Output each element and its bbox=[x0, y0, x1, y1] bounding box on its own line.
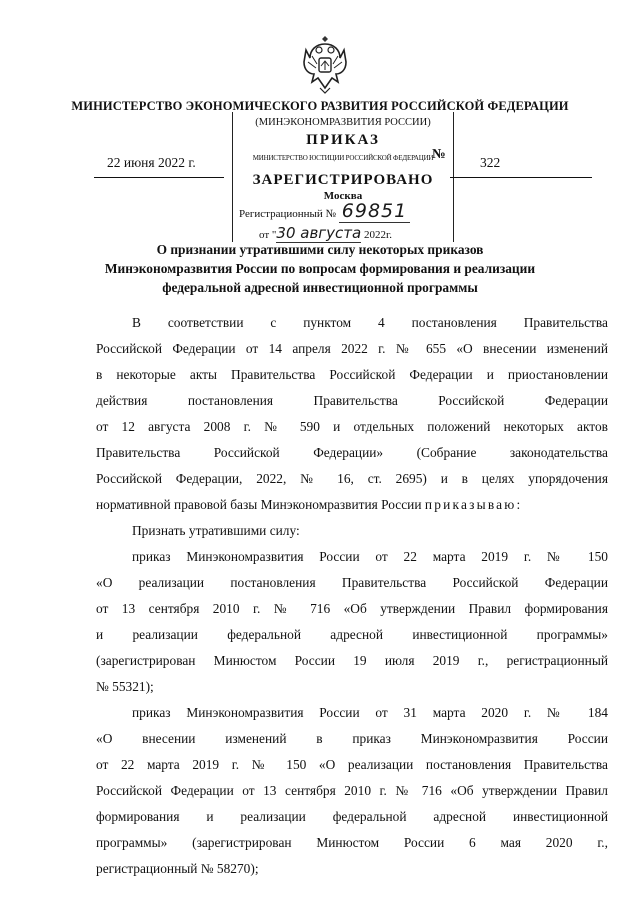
ministry-name: МИНИСТЕРСТВО ЭКОНОМИЧЕСКОГО РАЗВИТИЯ РОССИЙСКОЙ ФЕДЕРАЦИИ bbox=[71, 99, 569, 113]
body-line: Российской Федерации, 2022, № 16, ст. 2695) и в целях упорядочения bbox=[96, 471, 608, 486]
stamp-date-prefix: от " bbox=[259, 229, 277, 241]
title-line: О признании утратившими силу некоторых приказов bbox=[156, 242, 484, 257]
order-date: 22 июня 2022 г. bbox=[107, 155, 196, 170]
number-underline bbox=[450, 177, 592, 178]
body-line-text: нормативной правовой базы Минэкономразвития России bbox=[96, 497, 425, 512]
body-line: № 55321); bbox=[96, 679, 154, 694]
stamp-city: Москва bbox=[323, 190, 363, 202]
date-underline bbox=[94, 177, 224, 178]
stamp-doc-type: ПРИКАЗ bbox=[306, 132, 380, 148]
body-line: (зарегистрирован Минюстом России 19 июля 2019 г., регистрационный bbox=[96, 653, 608, 668]
body-line: действия постановления Правительства Российской Федерации bbox=[96, 393, 608, 408]
stamp-reg-label: Регистрационный № bbox=[239, 208, 337, 220]
body-line: приказ Минэкономразвития России от 31 марта 2020 г. № 184 bbox=[132, 705, 608, 720]
body-line: от 13 сентября 2010 г. № 716 «Об утверждении Правил формирования bbox=[96, 601, 608, 616]
registration-stamp bbox=[232, 112, 454, 242]
state-emblem-icon bbox=[300, 36, 350, 94]
stamp-org-abbrev: (МИНЭКОНОМРАЗВИТИЯ РОССИИ) bbox=[255, 117, 431, 128]
body-line: Российской Федерации от 14 апреля 2022 г. № 655 «О внесении изменений bbox=[96, 341, 608, 356]
body-line: приказ Минэкономразвития России от 22 марта 2019 г. № 150 bbox=[132, 549, 608, 564]
body-line: и реализации федеральной адресной инвестиционной программы» bbox=[96, 627, 608, 642]
body-line: от 12 августа 2008 г. № 590 и отдельных положений некоторых актов bbox=[96, 419, 608, 434]
document-title bbox=[80, 240, 560, 297]
body-line bbox=[96, 495, 608, 514]
body-line: от 22 марта 2019 г. № 150 «О реализации постановления Правительства bbox=[96, 757, 608, 772]
body-line: программы» (зарегистрирован Минюстом России 6 мая 2020 г., bbox=[96, 835, 608, 850]
order-number: 322 bbox=[480, 155, 501, 170]
body-line: в некоторые акты Правительства Российской Федерации и приостановлении bbox=[96, 367, 608, 382]
order-number-sign: № bbox=[432, 146, 446, 161]
body-line: Правительства Российской Федерации» (Собрание законодательства bbox=[96, 445, 608, 460]
stamp-date-handwritten: 30 августа bbox=[276, 224, 362, 242]
stamp-ministry-justice: МИНИСТЕРСТВО ЮСТИЦИИ РОССИЙСКОЙ ФЕДЕРАЦИИ bbox=[252, 154, 434, 162]
stamp-registered: ЗАРЕГИСТРИРОВАНО bbox=[252, 172, 434, 188]
body-line: регистрационный № 58270); bbox=[96, 861, 259, 876]
title-line: Минэкономразвития России по вопросам формирования и реализации bbox=[104, 261, 536, 276]
body-line: Российской Федерации от 13 сентября 2010 г. № 716 «Об утверждении Правил bbox=[96, 783, 608, 798]
body-line: «О внесении изменений в приказ Минэкономразвития России bbox=[96, 731, 608, 746]
stamp-date-year: 2022г. bbox=[363, 229, 393, 241]
stamp-reg-number: 69851 bbox=[339, 200, 410, 223]
body-line: В соответствии с пунктом 4 постановления Правительства bbox=[132, 315, 608, 330]
body-line: формирования и реализации федеральной адресной инвестиционной bbox=[96, 809, 608, 824]
stamp-reg-line bbox=[239, 200, 410, 222]
body-line: Признать утратившими силу: bbox=[132, 523, 300, 538]
order-verb: приказываю: bbox=[424, 497, 523, 512]
title-line: федеральной адресной инвестиционной программы bbox=[162, 280, 478, 295]
body-line: «О реализации постановления Правительства Российской Федерации bbox=[96, 575, 608, 590]
